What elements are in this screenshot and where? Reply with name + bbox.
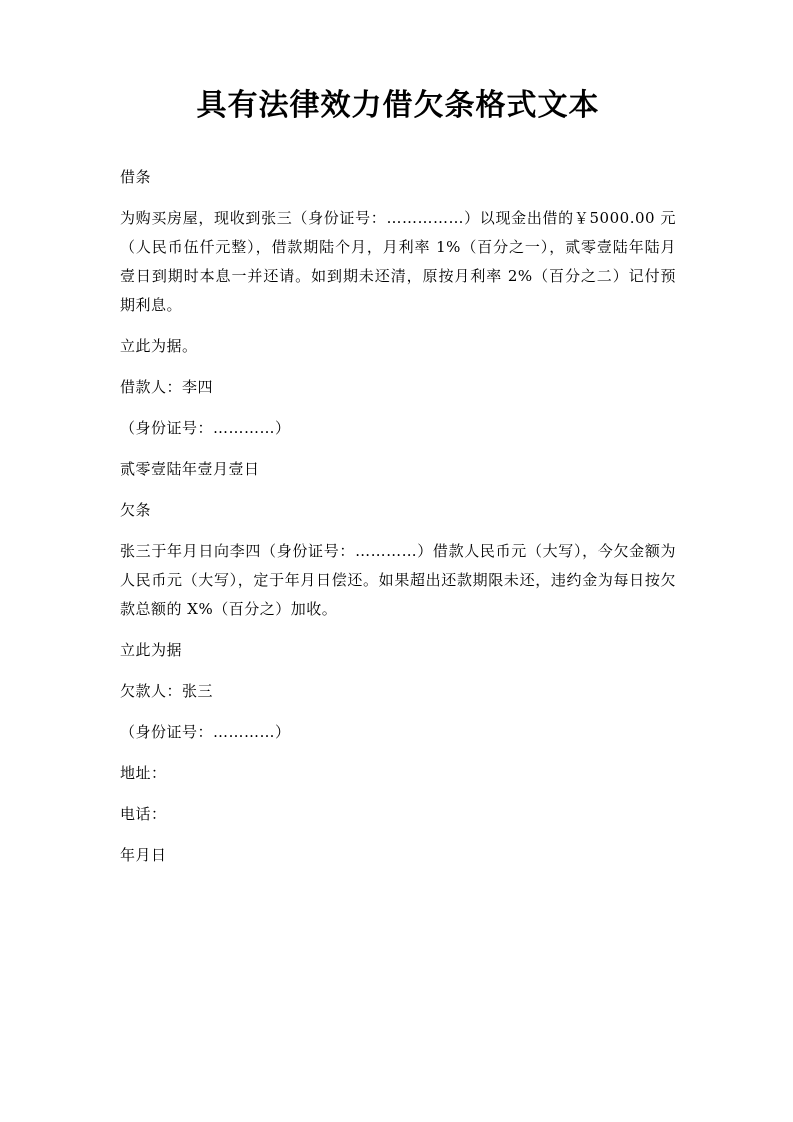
debt-note-body: 张三于年月日向李四（身份证号：…………）借款人民币元（大写），今欠金额为人民币元（大写），定于年月日偿还。如果超出还款期限未还，违约金为每日按欠款总额的 X%（百分之）加收。	[120, 541, 676, 618]
debt-note-section-label: 欠条	[120, 500, 152, 519]
loan-note-borrower-id: （身份证号：…………）	[120, 418, 291, 437]
loan-note-borrower: 借款人：李四	[120, 377, 214, 396]
document-title: 具有法律效力借欠条格式文本	[196, 88, 600, 123]
debt-note-debtor: 欠款人：张三	[120, 681, 214, 700]
loan-note-date: 贰零壹陆年壹月壹日	[120, 459, 260, 478]
debt-note-address-label: 地址：	[120, 763, 167, 782]
debt-note-date: 年月日	[120, 845, 167, 864]
loan-note-attest: 立此为据。	[120, 336, 198, 355]
debt-note-attest: 立此为据	[120, 640, 183, 659]
loan-note-section-label: 借条	[120, 167, 152, 186]
debt-note-phone-label: 电话：	[120, 804, 167, 823]
debt-note-debtor-id: （身份证号：…………）	[120, 722, 291, 741]
loan-note-body: 为购买房屋，现收到张三（身份证号：……………）以现金出借的￥5000.00 元（人民币伍仟元整），借款期陆个月，月利率 1%（百分之一），贰零壹陆年陆月壹日到期时本息一并还请。如到期未还清，原按月利率 2%（百分之二）记付预期利息。	[120, 208, 676, 314]
